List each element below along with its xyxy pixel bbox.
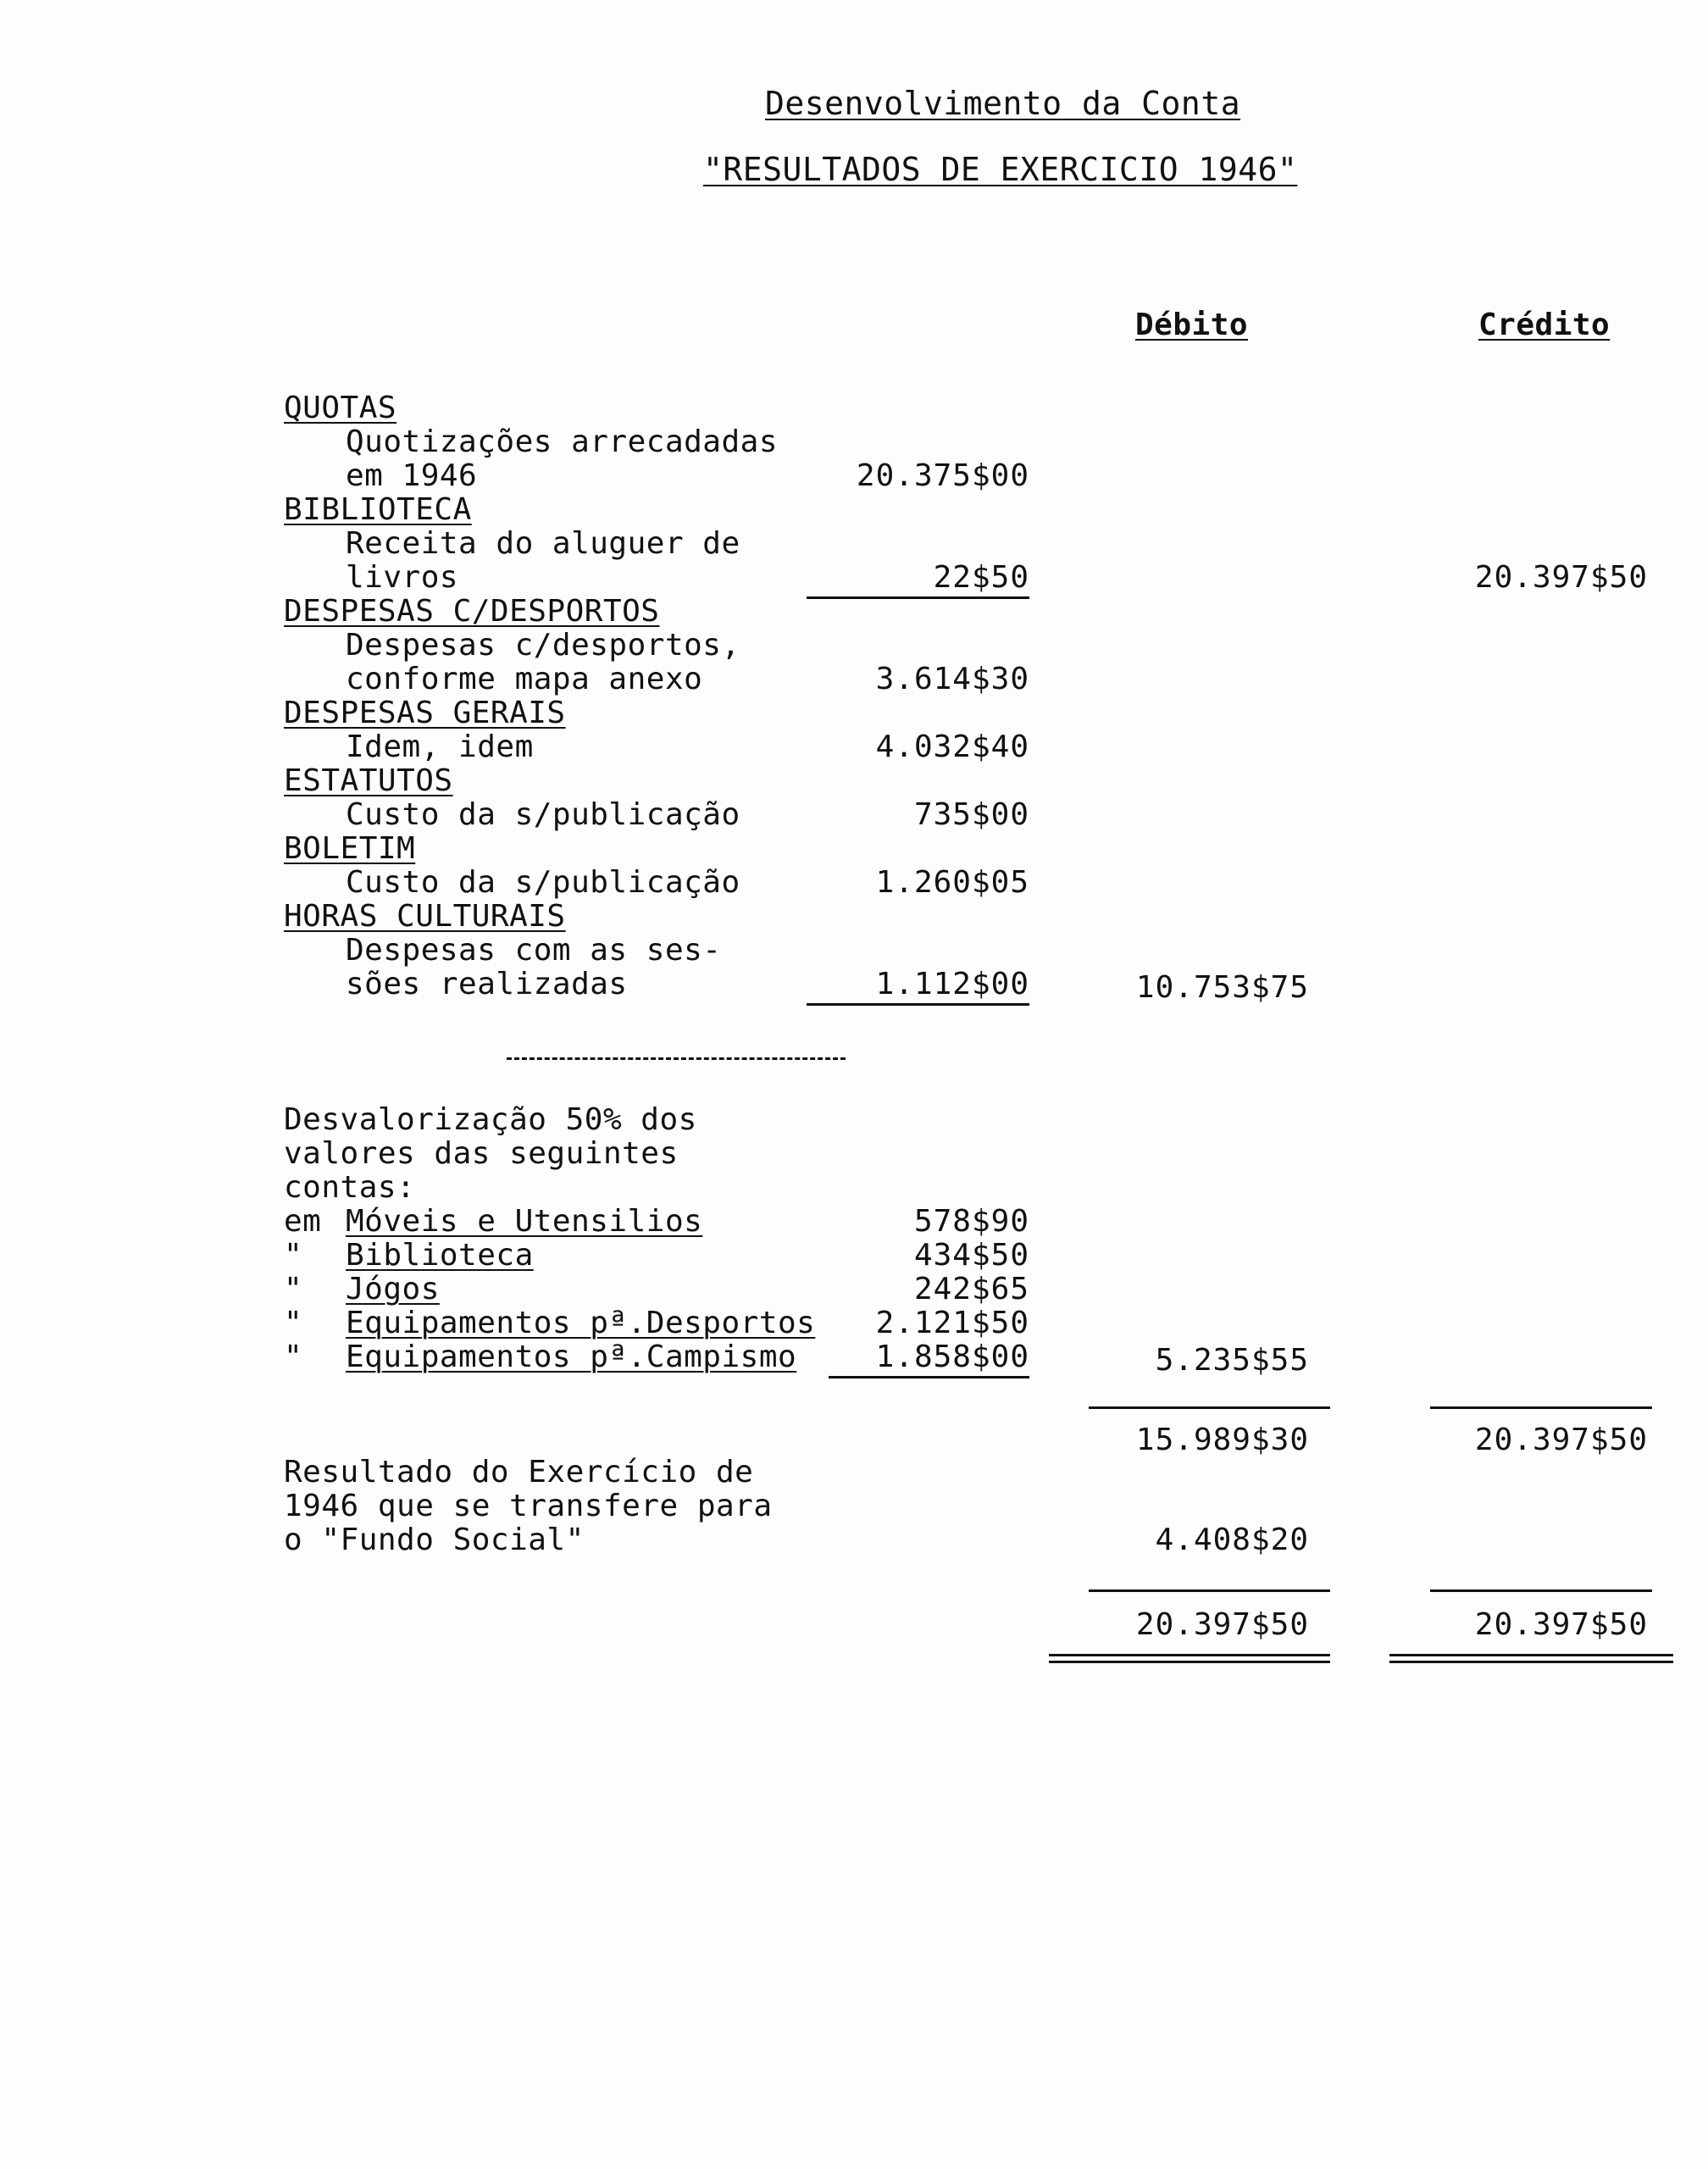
horas-culturais-description-1: Despesas com as ses- [346,933,722,968]
depreciation-item-amount: 242$65 [913,1272,1029,1306]
credit-total-receipts: 20.397$50 [1474,560,1648,595]
despesas-desportos-description-2: conforme mapa anexo [346,662,703,696]
section-heading-despesas-desportos: DESPESAS C/DESPORTOS [284,594,660,629]
quotas-description-2: em 1946 [346,458,478,493]
section-heading-despesas-gerais: DESPESAS GERAIS [284,696,566,730]
depreciation-intro-2: valores das seguintes [284,1136,679,1171]
total-rule-debit [1089,1589,1330,1592]
depreciation-item-label: Móveis e Utensilios [346,1204,703,1239]
depreciation-item-amount: 578$90 [913,1204,1029,1239]
debit-total-depreciation: 5.235$55 [1155,1343,1309,1378]
biblioteca-amount: 22$50 [933,560,1029,595]
despesas-gerais-amount: 4.032$40 [875,729,1029,764]
credit-grand-total: 20.397$50 [1474,1607,1648,1642]
estatutos-amount: 735$00 [913,797,1029,832]
depreciation-item-label: Biblioteca [346,1238,534,1273]
section-separator [507,1057,846,1060]
boletim-description: Custo da s/publicação [346,865,740,900]
document-title: Desenvolvimento da Conta [765,85,1241,122]
section-heading-biblioteca: BIBLIOTECA [284,492,472,527]
depreciation-item-prefix: em [284,1204,322,1239]
boletim-amount: 1.260$05 [875,865,1029,900]
result-description-1: Resultado do Exercício de [284,1455,754,1489]
double-rule-debit-top [1049,1654,1330,1656]
double-rule-credit-top [1389,1654,1673,1656]
horas-culturais-amount: 1.112$00 [875,967,1029,1001]
depreciation-item-amount: 2.121$50 [875,1306,1029,1340]
section-heading-horas-culturais: HORAS CULTURAIS [284,899,566,934]
subtotal-rule-credit [1430,1406,1652,1409]
subtotal-rule-debit [1089,1406,1330,1409]
double-rule-debit-bottom [1049,1661,1330,1663]
despesas-gerais-description: Idem, idem [346,729,534,764]
depreciation-item-amount: 1.858$00 [875,1340,1029,1374]
double-rule-credit-bottom [1389,1661,1673,1663]
subtotal-rule-depreciation [829,1376,1029,1379]
debit-total-expenses: 10.753$75 [1135,970,1309,1005]
quotas-amount: 20.375$00 [856,458,1029,493]
depreciation-item-label: Equipamentos pª.Campismo [346,1340,797,1374]
column-header-credit: Crédito [1478,308,1611,342]
depreciation-item-prefix: " [284,1306,303,1340]
total-rule-credit [1430,1589,1652,1592]
despesas-desportos-amount: 3.614$30 [875,662,1029,696]
result-debit-amount: 4.408$20 [1155,1523,1309,1557]
estatutos-description: Custo da s/publicação [346,797,740,832]
biblioteca-description-2: livros [346,560,459,595]
depreciation-item-amount: 434$50 [913,1238,1029,1273]
section-heading-quotas: QUOTAS [284,391,397,425]
result-description-3: o "Fundo Social" [284,1523,585,1557]
column-header-debit: Débito [1135,308,1249,342]
depreciation-item-prefix: " [284,1340,303,1374]
document-subtitle: "RESULTADOS DE EXERCICIO 1946" [703,151,1298,188]
depreciation-item-label: Jógos [346,1272,440,1306]
section-heading-boletim: BOLETIM [284,831,416,866]
depreciation-intro-1: Desvalorização 50% dos [284,1102,697,1137]
biblioteca-description-1: Receita do aluguer de [346,526,740,561]
horas-culturais-description-2: sões realizadas [346,967,628,1001]
subtotal-rule-expenses [807,1003,1029,1006]
debit-subtotal: 15.989$30 [1135,1423,1309,1457]
depreciation-item-prefix: " [284,1238,303,1273]
result-description-2: 1946 que se transfere para [284,1489,773,1523]
depreciation-item-prefix: " [284,1272,303,1306]
section-heading-estatutos: ESTATUTOS [284,763,453,798]
credit-subtotal: 20.397$50 [1474,1423,1648,1457]
depreciation-item-label: Equipamentos pª.Desportos [346,1306,816,1340]
subtotal-rule-credit-section [807,596,1029,599]
quotas-description-1: Quotizações arrecadadas [346,424,778,459]
depreciation-intro-3: contas: [284,1170,416,1205]
despesas-desportos-description-1: Despesas c/desportos, [346,628,740,663]
debit-grand-total: 20.397$50 [1135,1607,1309,1642]
